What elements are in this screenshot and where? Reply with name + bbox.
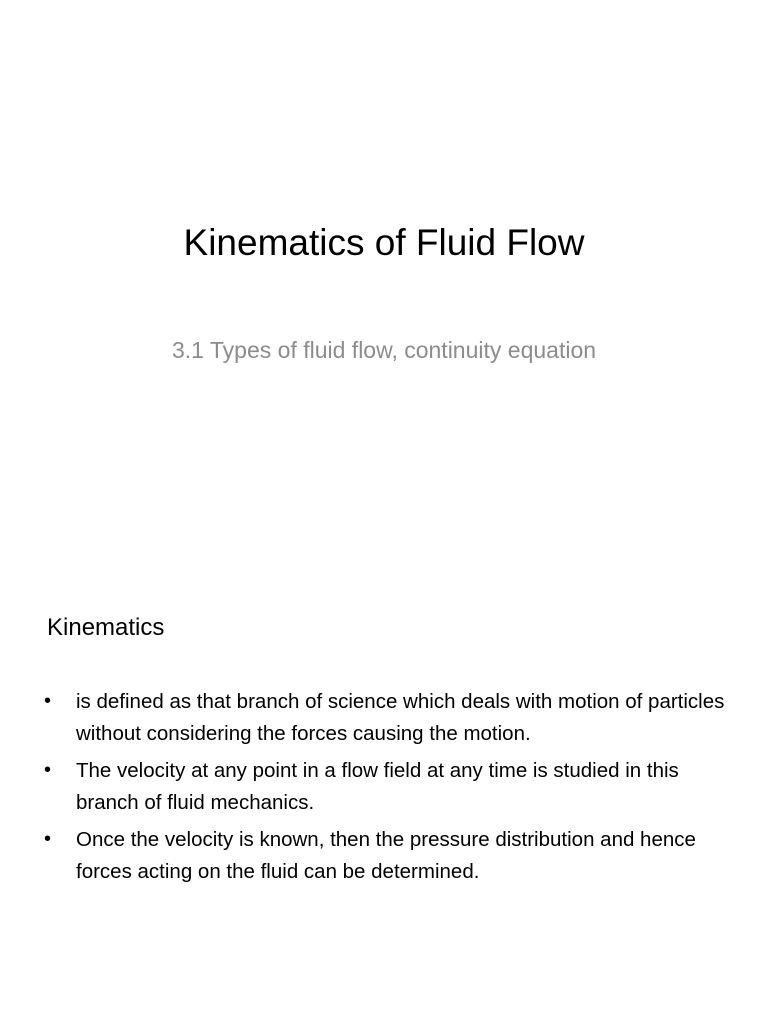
slide-subtitle: 3.1 Types of fluid flow, continuity equation [171, 337, 597, 363]
bullet-item [44, 755, 734, 818]
bullet-text: Once the velocity is known, then the pressure distribution and hence forces acting on the fluid can be determined. [76, 828, 696, 883]
bullet-icon: • [44, 690, 52, 712]
bullet-item [44, 686, 734, 749]
bullet-text: The velocity at any point in a flow field at any time is studied in this branch of fluid mechanics. [76, 759, 679, 814]
bullet-text: is defined as that branch of science which deals with motion of particles without considering the forces causing the motion. [76, 690, 725, 745]
content-slide [0, 512, 768, 1024]
bullet-icon: • [44, 759, 52, 781]
bullet-list [44, 686, 734, 893]
bullet-item [44, 824, 734, 887]
slide-heading: Kinematics [47, 614, 165, 641]
bullet-icon: • [44, 828, 52, 850]
slide-title: Kinematics of Fluid Flow [183, 222, 585, 263]
